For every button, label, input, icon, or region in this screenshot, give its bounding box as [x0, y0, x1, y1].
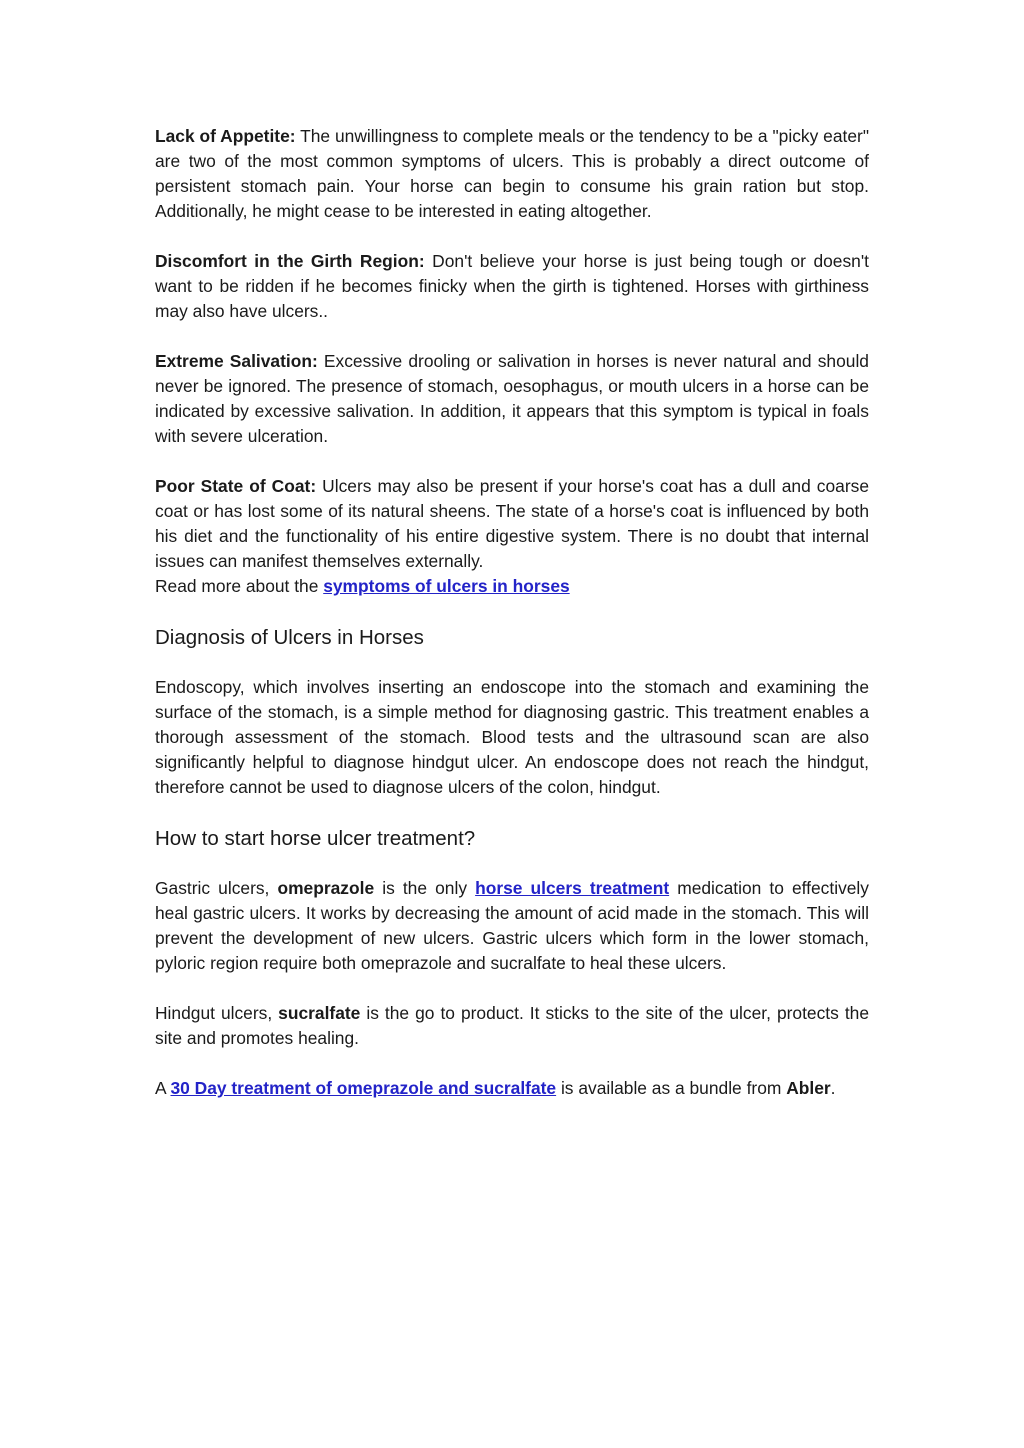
sucralfate-term: sucralfate [278, 1003, 361, 1023]
girth-text: Don't believe your horse is just being tough or doesn't want to be ridden if he becomes finicky when the girth is tightened. Horses with girthiness may also have ulcers.. [155, 251, 869, 321]
salivation-label: Extreme Salivation: [155, 351, 318, 371]
diagnosis-heading: Diagnosis of Ulcers in Horses [155, 626, 424, 649]
diagnosis-paragraph: Endoscopy, which involves inserting an endoscope into the stomach and examining the surface of the stomach, is a simple method for diagnosing gastric. This treatment enables a thorough assessment of the stomach. Blood tests and the ultrasound scan are also significantly helpful to diagnose hindgut ulcer. An endoscope does not reach the hindgut, therefore cannot be used to diagnose ulcers of the colon, hindgut. [155, 677, 869, 797]
gastric-prefix: Gastric ulcers, [155, 878, 278, 898]
document-page [155, 124, 869, 1101]
bundle-middle: is available as a bundle from [556, 1078, 787, 1098]
salivation-paragraph [155, 349, 869, 449]
salivation-text: Excessive drooling or salivation in horses is never natural and should never be ignored. The presence of stomach, oesophagus, or mouth ulcers in a horse can be indicated by excessive salivation. In addition, it appears that this symptom is typical in foals with severe ulceration. [155, 351, 869, 446]
omeprazole-term: omeprazole [277, 878, 375, 898]
read-more-prefix: Read more about the [155, 576, 324, 596]
bundle-prefix: A [155, 1078, 171, 1098]
treatment-heading: How to start horse ulcer treatment? [155, 827, 476, 850]
abler-brand: Abler [786, 1078, 831, 1098]
coat-label: Poor State of Coat: [155, 476, 317, 496]
bundle-paragraph [155, 1076, 869, 1101]
horse-ulcers-treatment-link[interactable]: horse ulcers treatment [475, 878, 670, 898]
coat-text: Ulcers may also be present if your horse's coat has a dull and coarse coat or has lost some of its natural sheens. The state of a horse's coat is influenced by both his diet and the functionality of his entire digestive system. There is no doubt that internal issues can manifest themselves externally. [155, 476, 870, 571]
bundle-suffix: . [830, 1078, 836, 1098]
hindgut-paragraph [155, 1001, 869, 1051]
gastric-suffix: medication to effectively heal gastric ulcers. It works by decreasing the amount of acid made in the stomach. This will prevent the development of new ulcers. Gastric ulcers which form in the lower stomach, pyloric region require both omeprazole and sucralfate to heal these ulcers. [155, 878, 869, 973]
hindgut-prefix: Hindgut ulcers, [155, 1003, 279, 1023]
appetite-text: The unwillingness to complete meals or the tendency to be a "picky eater" are two of the most common symptoms of ulcers. This is probably a direct outcome of persistent stomach pain. Your horse can begin to consume his grain ration but stop. Additionally, he might cease to be interested in eating altogether. [155, 126, 869, 221]
gastric-paragraph [155, 876, 869, 976]
appetite-paragraph [155, 124, 869, 224]
girth-paragraph [155, 249, 869, 324]
coat-paragraph [155, 474, 869, 574]
gastric-middle: is the only [374, 878, 476, 898]
read-more-line [155, 574, 869, 599]
hindgut-suffix: is the go to product. It sticks to the site of the ulcer, protects the site and promotes healing. [155, 1003, 869, 1048]
girth-label: Discomfort in the Girth Region: [155, 251, 425, 271]
bundle-link[interactable]: 30 Day treatment of omeprazole and sucralfate [170, 1078, 557, 1098]
symptoms-link[interactable]: symptoms of ulcers in horses [323, 576, 570, 596]
appetite-label: Lack of Appetite: [155, 126, 296, 146]
